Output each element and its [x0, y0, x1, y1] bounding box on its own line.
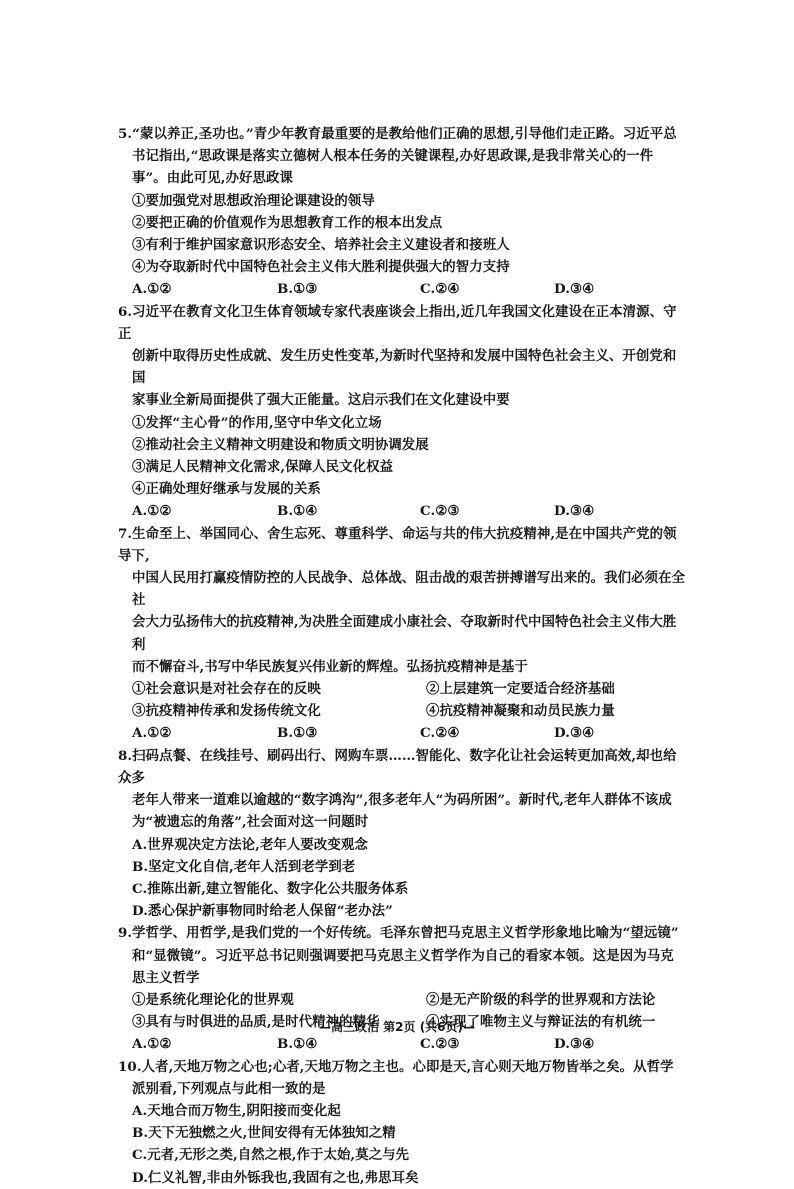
question-7 [118, 523, 688, 745]
answer-choices [118, 722, 688, 744]
choice-d: D.③④ [554, 281, 595, 298]
statement-item: ④实现了唯物主义与辩证法的有机统一 [426, 1014, 656, 1031]
choice-c: C.②④ [420, 725, 460, 742]
choice-c: C.②④ [420, 281, 460, 298]
choice-d: D.仁义礼智,非由外铄我也,我固有之也,弗思耳矣 [132, 1169, 419, 1186]
question-6 [118, 301, 688, 523]
statement-item: ③满足人民精神文化需求,保障人民文化权益 [132, 459, 394, 476]
statement-row [118, 700, 688, 722]
choice-a: A.①② [132, 503, 172, 520]
choice-b: B.①④ [277, 1036, 318, 1053]
answer-choices [118, 1033, 688, 1055]
statement-item: ④为夺取新时代中国特色社会主义伟大胜利提供强大的智力支持 [132, 259, 510, 276]
question-stem-line: 创新中取得历史性成就、发生历史性变革,为新时代坚持和发展中国特色社会主义、开创党和国 [132, 348, 677, 387]
statement-item: ①是系统化理论化的世界观 [132, 991, 294, 1008]
question-stem-line: 和“显微镜”。习近平总书记则强调要把马克思主义哲学作为自己的看家本领。这是因为马克 [132, 947, 674, 964]
choice-d: D.③④ [554, 503, 595, 520]
statement-item: ①要加强党对思想政治理论课建设的领导 [132, 192, 375, 209]
question-stem-line: 书记指出,“思政课是落实立德树人根本任务的关键课程,办好思政课,是我非常关心的一件 [132, 148, 654, 165]
question-stem-line: 思主义哲学 [132, 969, 200, 986]
question-stem-line: 会大力弘扬伟大的抗疫精神,为决胜全面建成小康社会、夺取新时代中国特色社会主义伟大胜利 [132, 614, 677, 653]
question-10 [118, 1056, 688, 1189]
choice-c: C.元者,无形之类,自然之根,作于太始,莫之与先 [132, 1147, 410, 1164]
question-stem-line: 事”。由此可见,办好思政课 [132, 170, 293, 187]
statement-item: ①社会意识是对社会存在的反映 [132, 681, 321, 698]
choice-a: A.世界观决定方法论,老年人要改变观念 [132, 836, 368, 853]
question-stem-line: 中国人民用打赢疫情防控的人民战争、总体战、阻击战的艰苦拼搏谱写出来的。我们必须在全社 [132, 570, 686, 609]
choice-a: A.天地合而万物生,阴阳接而变化起 [132, 1102, 341, 1119]
statement-item: ③具有与时俱进的品质,是时代精神的精华 [132, 1014, 380, 1031]
statement-item: ③抗疫精神传承和发扬传统文化 [132, 703, 321, 720]
question-stem-line: 5.“蒙以养正,圣功也。”青少年教育最重要的是教给他们正确的思想,引导他们走正路。习近平总 [118, 126, 677, 142]
choice-d: D.悉心保护新事物同时给老人保留“老办法” [132, 903, 393, 920]
question-stem-line: 6.习近平在教育文化卫生体育领域专家代表座谈会上指出,近几年我国文化建设在正本清源、守正 [118, 303, 677, 342]
choice-b: B.①③ [277, 281, 318, 298]
choice-b: B.坚定文化自信,老年人活到老学到老 [132, 858, 356, 875]
statement-item: ②要把正确的价值观作为思想教育工作的根本出发点 [132, 214, 443, 231]
choice-a: A.①② [132, 281, 172, 298]
choice-b: B.①③ [277, 725, 318, 742]
question-stem-line: 为“被遗忘的角落”,社会面对这一问题时 [132, 814, 369, 831]
statement-item: ④抗疫精神凝聚和动员民族力量 [426, 703, 615, 720]
choice-d: D.③④ [554, 725, 595, 742]
question-stem-line: 派别看,下列观点与此相一致的是 [132, 1080, 326, 1097]
choice-d: D.③④ [554, 1036, 595, 1053]
question-stem-line: 老年人带来一道难以逾越的“数字鸿沟”,很多老年人“为码所困”。新时代,老年人群体不该成 [132, 792, 672, 809]
choice-c: C.②③ [420, 1036, 460, 1053]
choice-b: B.①④ [277, 503, 318, 520]
choice-a: A.①② [132, 725, 172, 742]
answer-choices [118, 278, 688, 300]
question-stem-line: 家事业全新局面提供了强大正能量。这启示我们在文化建设中要 [132, 392, 510, 409]
page-footer: —高三政治 第2页 (共6页)— [318, 1020, 476, 1034]
statement-item: ②推动社会主义精神文明建设和物质文明协调发展 [132, 436, 429, 453]
question-stem-line: 8.扫码点餐、在线挂号、刷码出行、网购车票……智能化、数字化让社会运转更加高效,却也给众多 [118, 747, 677, 786]
choice-b: B.天下无独燃之火,世间安得有无体独知之精 [132, 1125, 396, 1142]
statement-item: ③有利于维护国家意识形态安全、培养社会主义建设者和接班人 [132, 237, 510, 254]
question-8 [118, 745, 688, 923]
statement-item: ①发挥“主心骨”的作用,坚守中华文化立场 [132, 414, 382, 431]
question-5 [118, 123, 688, 301]
statement-row [118, 989, 688, 1011]
statement-item: ②是无产阶级的科学的世界观和方法论 [426, 991, 656, 1008]
question-stem-line: 7.生命至上、举国同心、舍生忘死、尊重科学、命运与共的伟大抗疫精神,是在中国共产党的领导下, [118, 525, 677, 564]
choice-c: C.推陈出新,建立智能化、数字化公共服务体系 [132, 880, 409, 897]
question-stem-line: 而不懈奋斗,书写中华民族复兴伟业新的辉煌。弘扬抗疫精神是基于 [132, 658, 528, 675]
statement-item: ②上层建筑一定要适合经济基础 [426, 681, 615, 698]
question-9 [118, 922, 688, 1055]
question-stem-line: 9.学哲学、用哲学,是我们党的一个好传统。毛泽东曾把马克思主义哲学形象地比喻为“望远镜” [118, 925, 679, 942]
statement-row [118, 678, 688, 700]
choice-a: A.①② [132, 1036, 172, 1053]
answer-choices [118, 500, 688, 522]
statement-item: ④正确处理好继承与发展的关系 [132, 481, 321, 498]
question-stem-line: 10.人者,天地万物之心也;心者,天地万物之主也。心即是天,言心则天地万物皆举之矣。从哲学 [118, 1058, 674, 1075]
choice-c: C.②③ [420, 503, 460, 520]
